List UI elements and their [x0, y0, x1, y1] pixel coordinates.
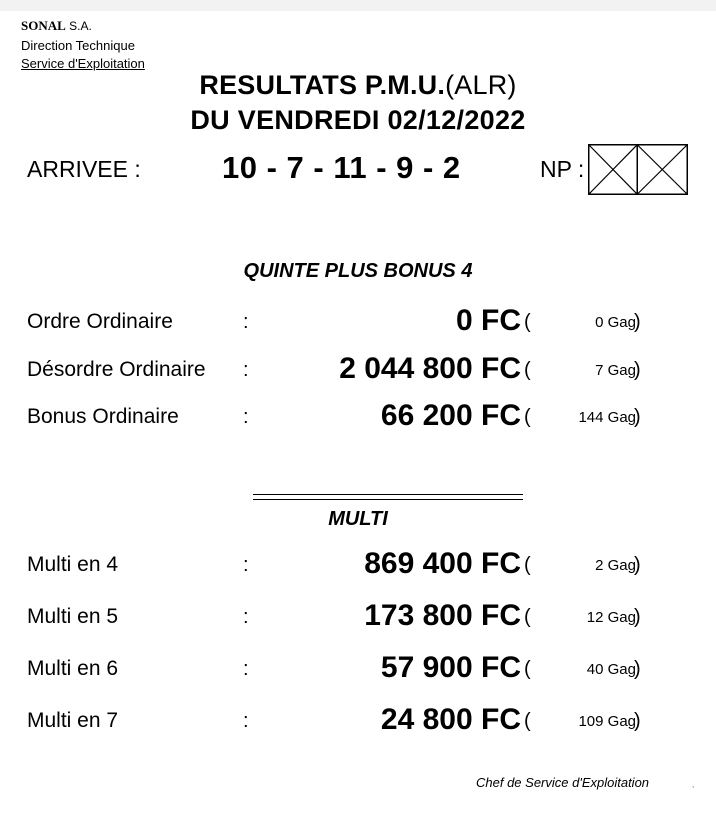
- row-paren-open: (: [524, 658, 531, 680]
- row-colon: :: [243, 606, 249, 628]
- result-row-winners: 0 Gag: [595, 314, 636, 331]
- results-title-main: RESULTATS P.M.U.: [199, 70, 446, 100]
- result-row-label: Multi en 6: [27, 657, 119, 680]
- result-row-label: Ordre Ordinaire: [27, 310, 173, 333]
- arrivee-numbers: 10 - 7 - 11 - 9 - 2: [222, 150, 461, 185]
- result-row-winners: 109 Gag: [578, 713, 636, 730]
- arrivee-label: ARRIVEE :: [27, 156, 141, 182]
- result-row-amount: 2 044 800 FC: [339, 352, 521, 385]
- row-colon: :: [243, 554, 249, 576]
- result-row-amount: 0 FC: [455, 304, 521, 337]
- row-paren-close: ): [634, 406, 641, 428]
- row-paren-close: ): [634, 606, 641, 628]
- result-row-amount: 57 900 FC: [380, 651, 521, 684]
- result-row-label: Multi en 7: [27, 709, 119, 732]
- row-paren-close: ): [634, 658, 641, 680]
- result-row-amount: 24 800 FC: [380, 703, 521, 736]
- result-row-winners: 2 Gag: [595, 557, 636, 574]
- row-paren-close: ): [634, 359, 641, 381]
- row-paren-close: ): [634, 311, 641, 333]
- row-paren-open: (: [524, 606, 531, 628]
- result-row-amount: 869 400 FC: [364, 547, 521, 580]
- row-paren-open: (: [524, 554, 531, 576]
- row-colon: :: [243, 710, 249, 732]
- service-name: Service d'Exploitation: [21, 56, 145, 71]
- multi-section-title: MULTI: [328, 508, 388, 530]
- quinte-section-title: QUINTE PLUS BONUS 4: [243, 260, 473, 282]
- signature-line: Chef de Service d'Exploitation: [476, 775, 650, 790]
- result-row-winners: 144 Gag: [578, 409, 636, 426]
- row-paren-open: (: [524, 359, 531, 381]
- row-paren-open: (: [524, 710, 531, 732]
- company-suffix: S.A.: [69, 19, 92, 33]
- np-label: NP :: [540, 156, 585, 182]
- department-name: Direction Technique: [21, 38, 135, 53]
- result-row-label: Multi en 4: [27, 553, 119, 576]
- footer-mark: ,: [692, 780, 695, 789]
- row-colon: :: [243, 406, 249, 428]
- results-title-suffix: (ALR): [445, 70, 517, 100]
- row-paren-close: ): [634, 554, 641, 576]
- result-row-amount: 66 200 FC: [380, 399, 521, 432]
- result-row-label: Bonus Ordinaire: [27, 405, 179, 428]
- np-crossed-boxes: [588, 144, 688, 195]
- top-strip: [0, 0, 716, 11]
- result-row-winners: 40 Gag: [586, 661, 636, 678]
- result-row-winners: 7 Gag: [595, 362, 636, 379]
- company-name: [21, 19, 92, 33]
- results-title: [0, 70, 716, 101]
- section-divider: [253, 494, 523, 500]
- results-date: DU VENDREDI 02/12/2022: [190, 105, 526, 135]
- row-colon: :: [243, 311, 249, 333]
- result-row-label: Multi en 5: [27, 605, 119, 628]
- row-paren-open: (: [524, 406, 531, 428]
- result-row-winners: 12 Gag: [586, 609, 636, 626]
- row-colon: :: [243, 658, 249, 680]
- row-paren-open: (: [524, 311, 531, 333]
- result-row-label: Désordre Ordinaire: [27, 358, 206, 381]
- company-brand: SONAL: [21, 18, 66, 33]
- row-paren-close: ): [634, 710, 641, 732]
- row-colon: :: [243, 359, 249, 381]
- result-row-amount: 173 800 FC: [364, 599, 521, 632]
